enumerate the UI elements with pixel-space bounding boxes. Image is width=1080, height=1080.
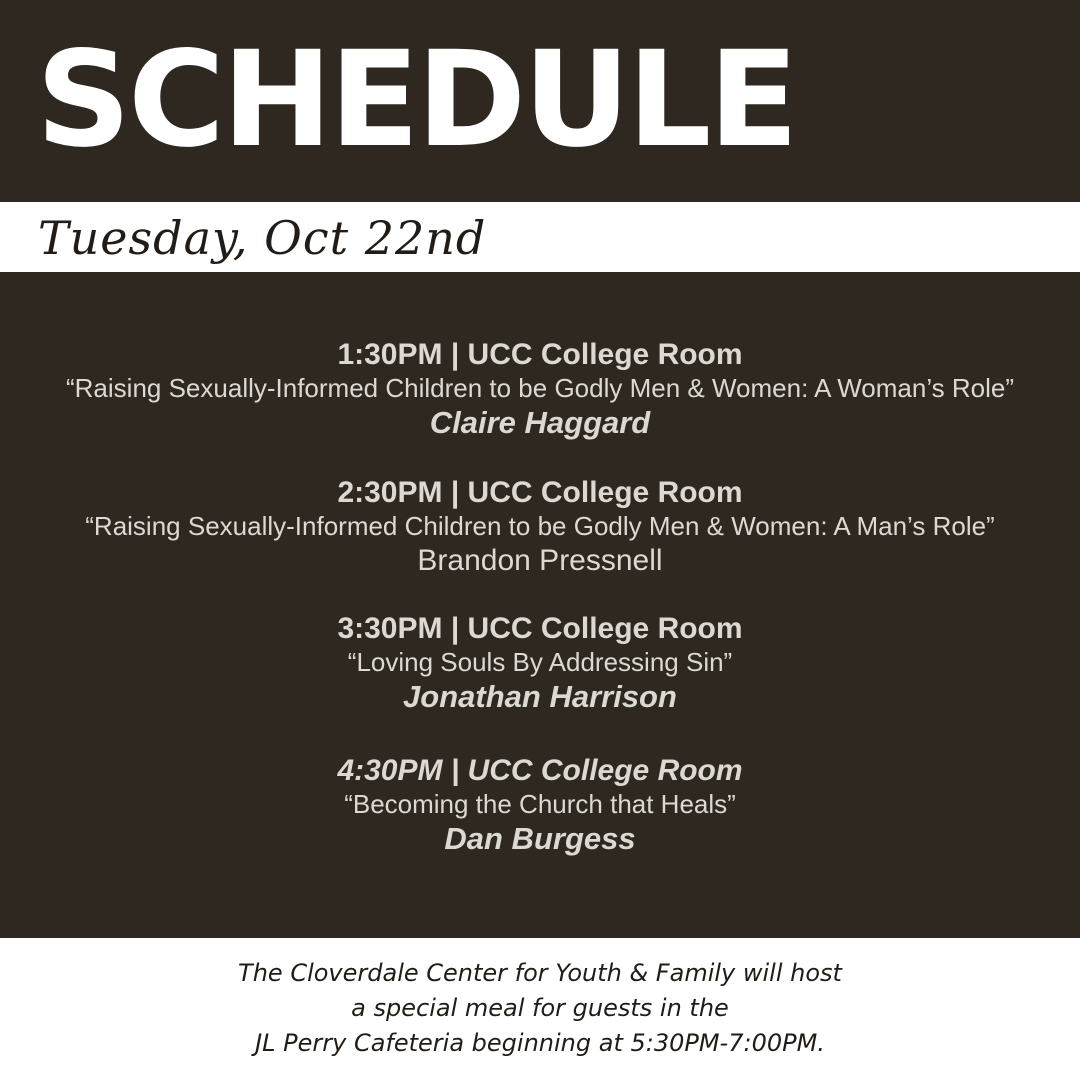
page-title: SCHEDULE [36,23,796,177]
date-band [0,202,1080,272]
session-speaker: Claire Haggard [429,405,651,440]
session-item [0,754,1080,858]
date-label: Tuesday, Oct 22nd [38,211,487,265]
header-section [0,0,1080,202]
session-speaker: Jonathan Harrison [403,679,677,714]
session-title: “Becoming the Church that Heals” [344,789,736,819]
session-time-location: 1:30PM | UCC College Room [337,338,743,371]
session-item [0,612,1080,716]
session-time-location: 4:30PM | UCC College Room [337,754,743,787]
session-speaker: Brandon Pressnell [417,544,663,577]
session-item [0,476,1080,580]
session-time-location: 2:30PM | UCC College Room [337,476,743,509]
footer-line: The Cloverdale Center for Youth & Family will host [238,959,842,987]
session-title: “Raising Sexually-Informed Children to be Godly Men & Women: A Man’s Role” [85,511,995,541]
footer-note [0,956,1080,1061]
footer-line: JL Perry Cafeteria beginning at 5:30PM-7:00PM. [255,1029,825,1057]
session-title: “Loving Souls By Addressing Sin” [347,647,733,677]
session-title: “Raising Sexually-Informed Children to be Godly Men & Women: A Woman’s Role” [66,373,1014,403]
session-speaker: Dan Burgess [444,821,636,856]
session-time-location: 3:30PM | UCC College Room [337,612,743,645]
footer-line: a special meal for guests in the [351,994,729,1022]
footer-section [0,938,1080,1080]
schedule-list [0,272,1080,938]
session-item [0,338,1080,442]
